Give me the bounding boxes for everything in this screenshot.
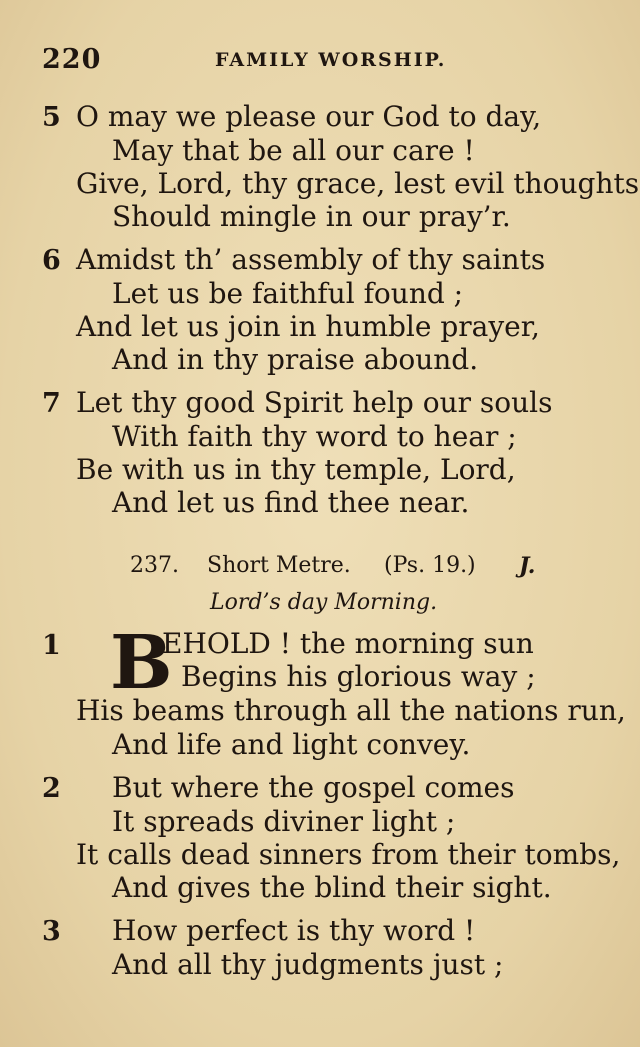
verse-line: Be with us in thy temple, Lord,	[76, 453, 516, 486]
verse-line: Let us be faithful found ;	[112, 277, 464, 310]
verse-line: O may we please our God to day,	[76, 100, 542, 133]
verse-line: Amidst th’ assembly of thy saints	[76, 243, 546, 276]
verse-line: And in thy praise abound.	[112, 343, 479, 376]
hymn-heading	[0, 553, 640, 585]
page-number: 220	[42, 44, 102, 75]
verse-line: And let us join in humble prayer,	[76, 310, 540, 343]
verse-line: And gives the blind their sight.	[112, 871, 552, 904]
verse-number: 3	[42, 916, 61, 947]
verse-number: 5	[42, 102, 61, 133]
verse-number: 2	[42, 773, 61, 804]
verse-line: Let thy good Spirit help our souls	[76, 386, 553, 419]
verse-line: It spreads diviner light ;	[112, 805, 456, 838]
hymn-psalm-reference: (Ps. 19.)	[384, 553, 476, 578]
verse-number: 7	[42, 388, 61, 419]
drop-cap: B	[110, 620, 173, 706]
verse-line: May that be all our care !	[112, 134, 475, 167]
hymn-author: J.	[519, 553, 536, 579]
verse-number: 6	[42, 245, 61, 276]
verse-number: 1	[42, 630, 61, 661]
verse-line: And life and light convey.	[112, 728, 471, 761]
verse-line: EHOLD ! the morning sun	[162, 627, 534, 660]
verse-line: Should mingle in our pray’r.	[112, 200, 511, 233]
running-title: FAMILY WORSHIP.	[215, 49, 447, 71]
verse-line: But where the gospel comes	[112, 771, 515, 804]
hymn-subtitle: Lord’s day Morning.	[210, 590, 438, 615]
verse-line: With faith thy word to hear ;	[112, 420, 517, 453]
verse-line: And let us find thee near.	[112, 486, 470, 519]
verse-line: It calls dead sinners from their tombs,	[76, 838, 621, 871]
verse-line: His beams through all the nations run,	[76, 694, 626, 727]
verse-line: How perfect is thy word !	[112, 914, 476, 947]
page-header	[0, 44, 640, 78]
verse-line: Give, Lord, thy grace, lest evil thoughts	[76, 167, 640, 200]
verse-line: Begins his glorious way ;	[181, 660, 536, 693]
verse-line: And all thy judgments just ;	[112, 948, 504, 981]
hymn-metre: Short Metre.	[207, 553, 351, 578]
hymn-number: 237.	[130, 553, 179, 578]
